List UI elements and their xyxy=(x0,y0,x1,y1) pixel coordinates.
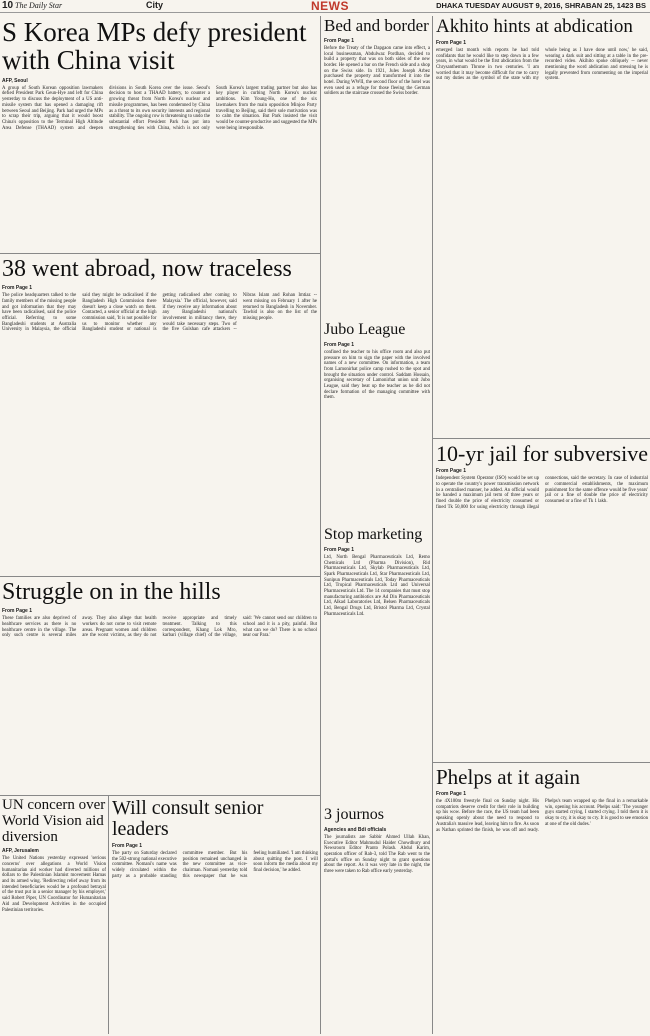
article-body: Before the Treaty of the Dapgaon came into effect, a local businessman, Abdulwaz Pordhan, decided to build a property that was on both sides of the new border. He opened a bar on the French side and a shop on the Swiss side. In 1921, Jules Joseph Arbez purchased the property and transformed it into the hotel. During WWII, the second floor of the hotel was even used as a refuge for those fleeing the German soldiers as the staircase crossed the Swiss border. xyxy=(324,45,430,97)
article-body: the 4X100m freestyle final on Sunday night. His compatriots deserve credit for their role in building up his wow. Before the race, the US team had been speaking openly about the need to respond to Australia's massive lead, leaving him to fire. As soon as Nathan sprinted the finish, he was off and ready. Phelps's team wrapped up the final in a remarkable win, opening his account. Phelps said: 'The younger guys started crying, I started crying. I told them it is okay to cry, it is okay to cry. It is good to see emotion at one of the old dudes.' xyxy=(436,799,648,833)
masthead xyxy=(0,0,650,13)
byline: From Page 1 xyxy=(2,608,33,615)
byline: AFP, Seoul xyxy=(2,77,28,84)
article-body: confined the teacher to his office room and also put pressure on him to sign the paper with the involved names of a new committee. On information, a team from Lamonirhat police camp rushed to the spot and brought the situation under control. Saddam Hossain, organising secretary of Lamonirhat union unit Jubo League, said they beat up the teacher as he did not declare formation of the managing committee with them. xyxy=(324,349,430,401)
byline: From Page 1 xyxy=(324,37,355,44)
article-body: A group of South Korean opposition lawmakers defied President Park Geun-Hye and left for China yesterday to discuss the deployment of a US anti-missile system that has opened a damaging rift between Seoul and Beijing. Park had urged the MPs to scrap their trip, arguing that it would boost China's opposition to the Terminal High Altitude Area Defense (THAAD) system and deepen divisions in South Korea over the issue. Seoul's decision to host a THAAD battery, to counter a growing threat from North Korea's nuclear and missile programmes, has been condemned by China as a threat to its own security interests and regional stability. The ongoing row is threatening to undo the substantial effort President Park has put into strengthening ties with China, which is not only South Korea's largest trading partner but also has key player in curbing North Korea's nuclear ambitions. Kim Young-Ho, one of the six lawmakers from the main opposition Minjoo Party travelling to Beijing, said their sole motivation was to calm the situation. But Park insisted the visit would be counter-productive and suggested the MPs were being irresponsible. xyxy=(2,85,317,131)
headline: 38 went abroad, now traceless xyxy=(2,257,292,282)
article-3-journos xyxy=(324,807,430,1032)
byline: From Page 1 xyxy=(112,843,143,849)
byline: From Page 1 xyxy=(436,39,467,46)
headline: Bed and border xyxy=(324,17,429,35)
byline: From Page 1 xyxy=(436,791,467,798)
article-body: emerged last month with reports he had told confidants that he would like to step down in a few years, in what would be the first abdication from the Chrysanthemum Throne in two centuries. 'I am worried that it may become difficult for me to carry out my duties as the symbol of the state with my whole being as I have done until now,' he said, wearing a dark suit and sitting at a table in the pre-recorded video. Akihito spoke obliquely -- never mentioning the word abdication and stressing he is legally prevented from commenting on the imperial system. xyxy=(436,47,648,82)
headline: Phelps at it again xyxy=(436,766,581,789)
article-s-korea xyxy=(2,18,317,250)
article-un-concern xyxy=(2,798,106,1034)
byline: From Page 1 xyxy=(2,285,33,292)
byline: Agencies and Bdi officials xyxy=(324,826,387,833)
dateline: DHAKA TUESDAY AUGUST 9, 2016, SHRABAN 25, 1423 BS xyxy=(436,1,646,10)
headline: Will consult senior leaders xyxy=(112,798,264,840)
article-will-consult xyxy=(112,798,318,1034)
headline: Struggle on in the hills xyxy=(2,580,221,605)
section-label: City xyxy=(146,0,164,10)
headline: 10-yr jail for subversive xyxy=(436,442,648,466)
article-jubo-league xyxy=(324,322,430,527)
article-bed-and-border xyxy=(324,17,430,322)
headline: S Korea MPs defy president with China visit xyxy=(2,18,307,76)
article-body: Independent System Operator (ISO) would be set up to operate the country's power transmission network in a centralised manner, he added. An official would be handed a maximum jail term of three years or fined double the price of electricity consumed or fined Tk 50,000 for using electricity through illegal connections, said the secretary. In case of industrial or commercial establishments, the maximum punishment for the same offence would be five years' jail or a fine of double the price of electricity consumed or a fine of Tk 1 lakh. xyxy=(436,476,648,510)
article-akihito xyxy=(436,17,648,435)
paper-name: The Daily Star xyxy=(15,1,63,10)
page-number: 10 xyxy=(2,0,14,11)
article-10-yr-jail xyxy=(436,442,648,759)
byline: From Page 1 xyxy=(324,341,355,348)
article-stop-marketing xyxy=(324,527,430,807)
article-body: The United Nations yesterday expressed 'serious concerns' over allegations a World Vision humanitarian aid worker had diverted millions of dollars to the Palestinian Islamist movement Hamas and its armed wing. 'Redirecting relief away from its intended beneficiaries would be a profound betrayal of the trust put in a senior manager by his employer,' said Robert Piper, UN Coordinator for Humanitarian Aid and Development Activities in the occupied Palestinian territories. xyxy=(2,856,106,913)
article-38-went-abroad xyxy=(2,257,317,573)
news-label: NEWS xyxy=(311,0,349,13)
byline: From Page 1 xyxy=(324,546,355,553)
article-phelps xyxy=(436,766,648,1034)
byline: From Page 1 xyxy=(436,468,467,475)
headline: Jubo League xyxy=(324,322,406,338)
article-body: The party on Saturday declared the 502-strong national executive committee. Nomani's name was widely circulated within the party as a probable standing committee member. But his position remained unchanged in the new committee as vice-chairman. Nomani yesterday told this newspaper that he was feeling humiliated. 'I am thinking about quitting the post. I will soon inform the media about my final decision,' he added. xyxy=(112,851,318,879)
article-body: The police headquarters talked to the family members of the missing people and got information that they may have been radicalised, said the police official. Referring to some Bangladeshi students at Australia University in Malaysia, the official said they might be radicalised if the Bangladesh High Commission there doesn't keep a close watch on them. Contacted, a senior official at the high commission said, 'It is not possible for us to monitor whether any Bangladeshi student or national is getting radicalised after coming to Malaysia.' The official, however, said if they receive any information about any Bangladeshi national's involvement in militancy there, they would take necessary steps. Two of the five Gulshan cafe attackers -- Nibras Islam and Rohan Imtiaz -- went missing on February 1 after he returned to Bangladesh in November. Tawhid is also on the list of the missing people. xyxy=(2,293,317,333)
headline: 3 journos xyxy=(324,807,384,823)
headline: Stop marketing xyxy=(324,527,423,543)
headline: UN concern over World Vision aid diversion xyxy=(2,798,106,845)
article-body: These families are also deprived of healthcare services as there is no healthcare centre in the village. The only such centre is several miles away. They also allege that health workers do not come to visit remote areas. Pregnant women and children are the worst victims, as they do not receive appropriate and timely treatment. Talking to this correspondent, Khang Lok Mro, karbari (village chief) of the village, said: 'We cannot send our children to school and it is a pity, painful. But what can we do? There is no school near our Para.' xyxy=(2,616,317,639)
headline: Akhito hints at abdication xyxy=(436,17,633,37)
byline: AFP, Jerusalem xyxy=(2,848,39,855)
article-body: The journalists are Sabbir Ahmed Ullah Khan, Executive Editor Mahmudul Haider Chowdhury and Newsroom Editor Pranto Polash. Abdul Karim, operation officer of Rab-3, told The Rab went to the portal's office on Sunday night to grant questions about the report. As it was very late in the night, the three were taken to Rab office early yesterday. xyxy=(324,834,430,875)
article-struggle-in-hills xyxy=(2,580,317,792)
article-body: Ltd, North Bengal Pharmaceuticals Ltd, Remo Chemicals Ltd (Pharma Division), Rid Pharmaceuticals Ltd, Skylab Pharmaceuticals Ltd, Spark Pharmaceuticals Ltd, Star Pharmaceuticals Ltd, Sunipun Pharmaceuticals Ltd, Today Pharmaceuticals Ltd, Tropical Pharmaceuticals Ltd and Universal Pharmaceuticals Ltd. The 14 companies that must stop manufacturing antibiotics are Ad Din Pharmaceuticals Ltd, Alkad Laboratories Ltd, Belsen Pharmaceuticals Ltd, Bengal Drugs Ltd, Bristol Pharma Ltd, Crystal Pharmaceuticals Ltd. xyxy=(324,554,430,617)
middle-column xyxy=(324,17,430,1034)
